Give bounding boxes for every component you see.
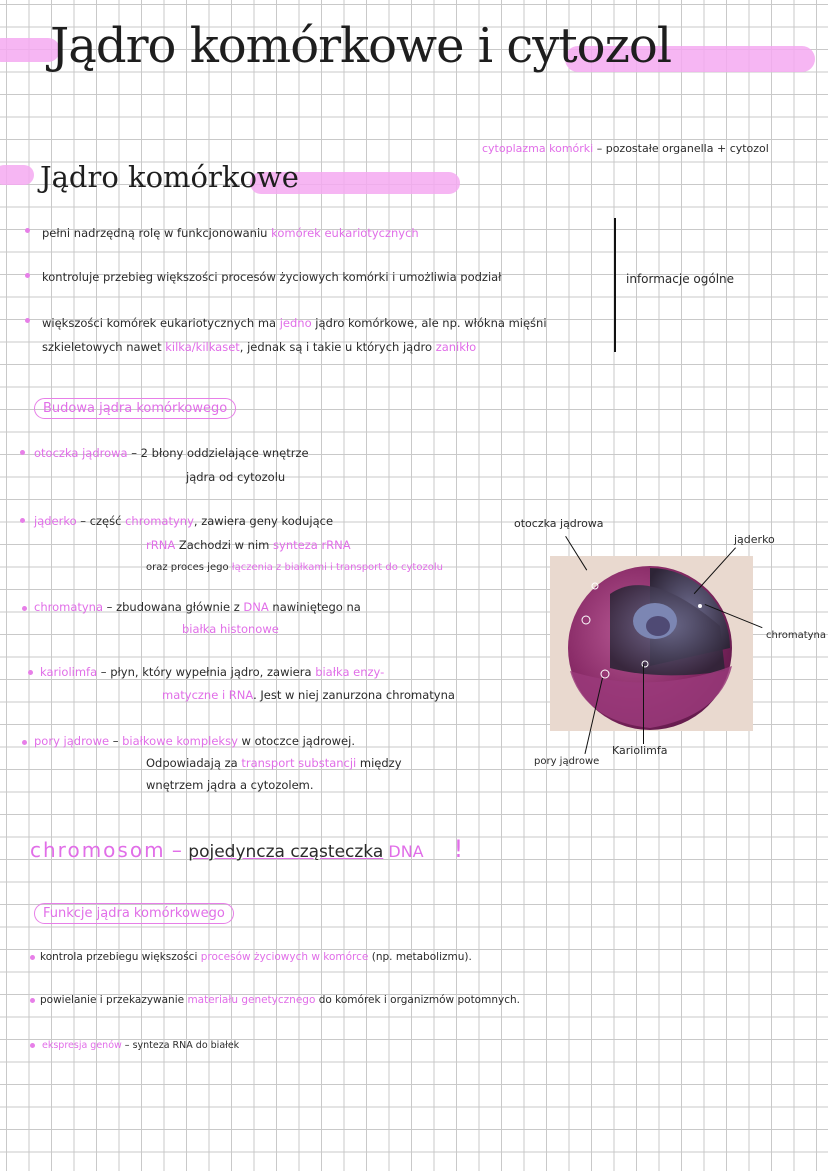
highlighted-term: komórek eukariotycznych	[271, 226, 419, 240]
budowa-heading: Budowa jądra komórkowego	[34, 398, 236, 419]
chromosom-definition	[30, 835, 463, 863]
highlighted-term: łączenia z białkami i transport do cytozolu	[231, 562, 443, 573]
text-segment: – część	[76, 514, 126, 528]
highlighted-term: matyczne i RNA	[162, 688, 254, 702]
text-segment: – płyn, który wypełnia jądro, zawiera	[97, 665, 316, 679]
bullet	[28, 670, 33, 675]
text-segment: jądro komórkowe, ale np. włókna mięśni	[311, 316, 547, 330]
bullet	[25, 273, 30, 278]
highlighted-term: jąderko	[34, 514, 77, 528]
text-segment: kontrola przebiegu większości	[40, 951, 201, 963]
pory-line-3: wnętrzem jądra a cytozolem.	[146, 778, 314, 792]
chromatyna-line-2: białka histonowe	[182, 622, 279, 636]
intro-line-2	[42, 270, 501, 285]
highlighted-term: zanikło	[435, 340, 477, 354]
bullet	[30, 955, 35, 960]
side-label: informacje ogólne	[626, 272, 735, 286]
highlighted-term: rRNA	[146, 538, 176, 552]
text-segment: szkieletowych nawet	[42, 340, 166, 354]
text-segment: – zbudowana głównie z	[103, 600, 244, 614]
highlighted-term: transport substancji	[241, 756, 357, 770]
bullet	[30, 998, 35, 1003]
funkcje-line-2	[40, 993, 520, 1008]
bullet	[25, 318, 30, 323]
text-segment: w otoczce jądrowej.	[237, 734, 355, 748]
text-segment: oraz proces jego	[146, 562, 232, 573]
pory-line	[34, 734, 355, 749]
text-segment: kontroluje przebieg większości procesów życiowych komórki i umożliwia podział	[42, 270, 502, 284]
text-segment: – 2 błony oddzielające wnętrze	[127, 446, 309, 460]
highlighted-term: chromatyny	[125, 514, 194, 528]
text-segment: Odpowiadają za	[146, 756, 242, 770]
top-note	[482, 142, 769, 155]
intro-line-1	[42, 226, 419, 241]
diagram-label-kariolimfa: Kariolimfa	[612, 744, 668, 757]
jaderko-line-3	[146, 560, 443, 575]
text-segment: . Jest w niej zanurzona chromatyna	[253, 688, 455, 702]
bullet	[22, 606, 27, 611]
funkcje-heading: Funkcje jądra komórkowego	[34, 903, 234, 924]
leader-kariolimfa	[643, 664, 644, 744]
text-segment: do komórek i organizmów potomnych.	[315, 994, 520, 1006]
bullet	[22, 740, 27, 745]
section-highlight-left	[0, 165, 34, 185]
kariolimfa-line-2	[162, 688, 455, 703]
chromosom-dash: –	[165, 838, 189, 862]
bullet	[20, 518, 25, 523]
jaderko-line	[34, 514, 333, 529]
text-segment: nawiniętego na	[268, 600, 361, 614]
chromosom-term: chromosom	[30, 838, 166, 862]
otoczka-line-2: jądra od cytozolu	[186, 470, 286, 484]
pory-line-2	[146, 756, 402, 771]
highlighted-term: chromatyna	[34, 600, 104, 614]
chromosom-dna: DNA	[383, 842, 424, 861]
highlighted-term: kariolimfa	[40, 665, 98, 679]
bullet	[30, 1043, 35, 1048]
top-note-def: – pozostałe organella + cytozol	[593, 142, 769, 155]
text-segment: – synteza RNA do białek	[121, 1040, 240, 1051]
intro-line-3	[42, 316, 547, 331]
text-segment: , jednak są i takie u których jądro	[239, 340, 436, 354]
highlighted-term: DNA	[243, 600, 269, 614]
diagram-label-chromatyna: chromatyna	[766, 630, 827, 641]
bullet	[20, 450, 25, 455]
kariolimfa-line	[40, 665, 384, 680]
intro-line-4	[42, 340, 476, 355]
highlighted-term: procesów życiowych w komórce	[200, 951, 369, 963]
bullet	[25, 228, 30, 233]
highlighted-term: białkowe kompleksy	[122, 734, 238, 748]
text-segment: (np. metabolizmu).	[368, 951, 472, 963]
funkcje-line-1	[40, 950, 472, 965]
highlighted-term: materiału genetycznego	[187, 994, 316, 1006]
otoczka-line	[34, 446, 309, 461]
text-segment: , zawiera geny kodujące	[193, 514, 334, 528]
highlighted-term: otoczka jądrowa	[34, 446, 128, 460]
chromosom-exclaim: !	[453, 835, 464, 863]
highlighted-term: ekspresja genów	[42, 1040, 122, 1051]
chromatyna-line	[34, 600, 361, 615]
diagram-label-otoczka: otoczka jądrowa	[514, 517, 604, 530]
jaderko-line-2	[146, 538, 351, 553]
top-note-term: cytoplazma komórki	[482, 142, 594, 155]
section-title: Jądro komórkowe	[40, 160, 299, 194]
page-title: Jądro komórkowe i cytozol	[50, 18, 672, 74]
highlighted-term: synteza rRNA	[273, 538, 351, 552]
highlighted-term: kilka/kilkaset	[165, 340, 240, 354]
text-segment: powielanie i przekazywanie	[40, 994, 188, 1006]
diagram-label-pory: pory jądrowe	[534, 756, 600, 767]
text-segment: –	[109, 734, 123, 748]
text-segment: większości komórek eukariotycznych ma	[42, 316, 280, 330]
highlighted-term: białka enzy-	[315, 665, 385, 679]
highlighted-term: pory jądrowe	[34, 734, 110, 748]
nucleus-illustration	[550, 556, 753, 731]
text-segment: Zachodzi w nim	[175, 538, 274, 552]
chromosom-def: pojedyncza cząsteczka	[188, 842, 384, 862]
text-segment: pełni nadrzędną rolę w funkcjonowaniu	[42, 226, 272, 240]
brace-line	[614, 218, 616, 352]
diagram-label-jaderko: jąderko	[734, 533, 775, 546]
text-segment: między	[356, 756, 402, 770]
funkcje-line-3	[42, 1038, 239, 1053]
nucleus-diagram	[550, 556, 753, 731]
highlighted-term: jedno	[279, 316, 312, 330]
